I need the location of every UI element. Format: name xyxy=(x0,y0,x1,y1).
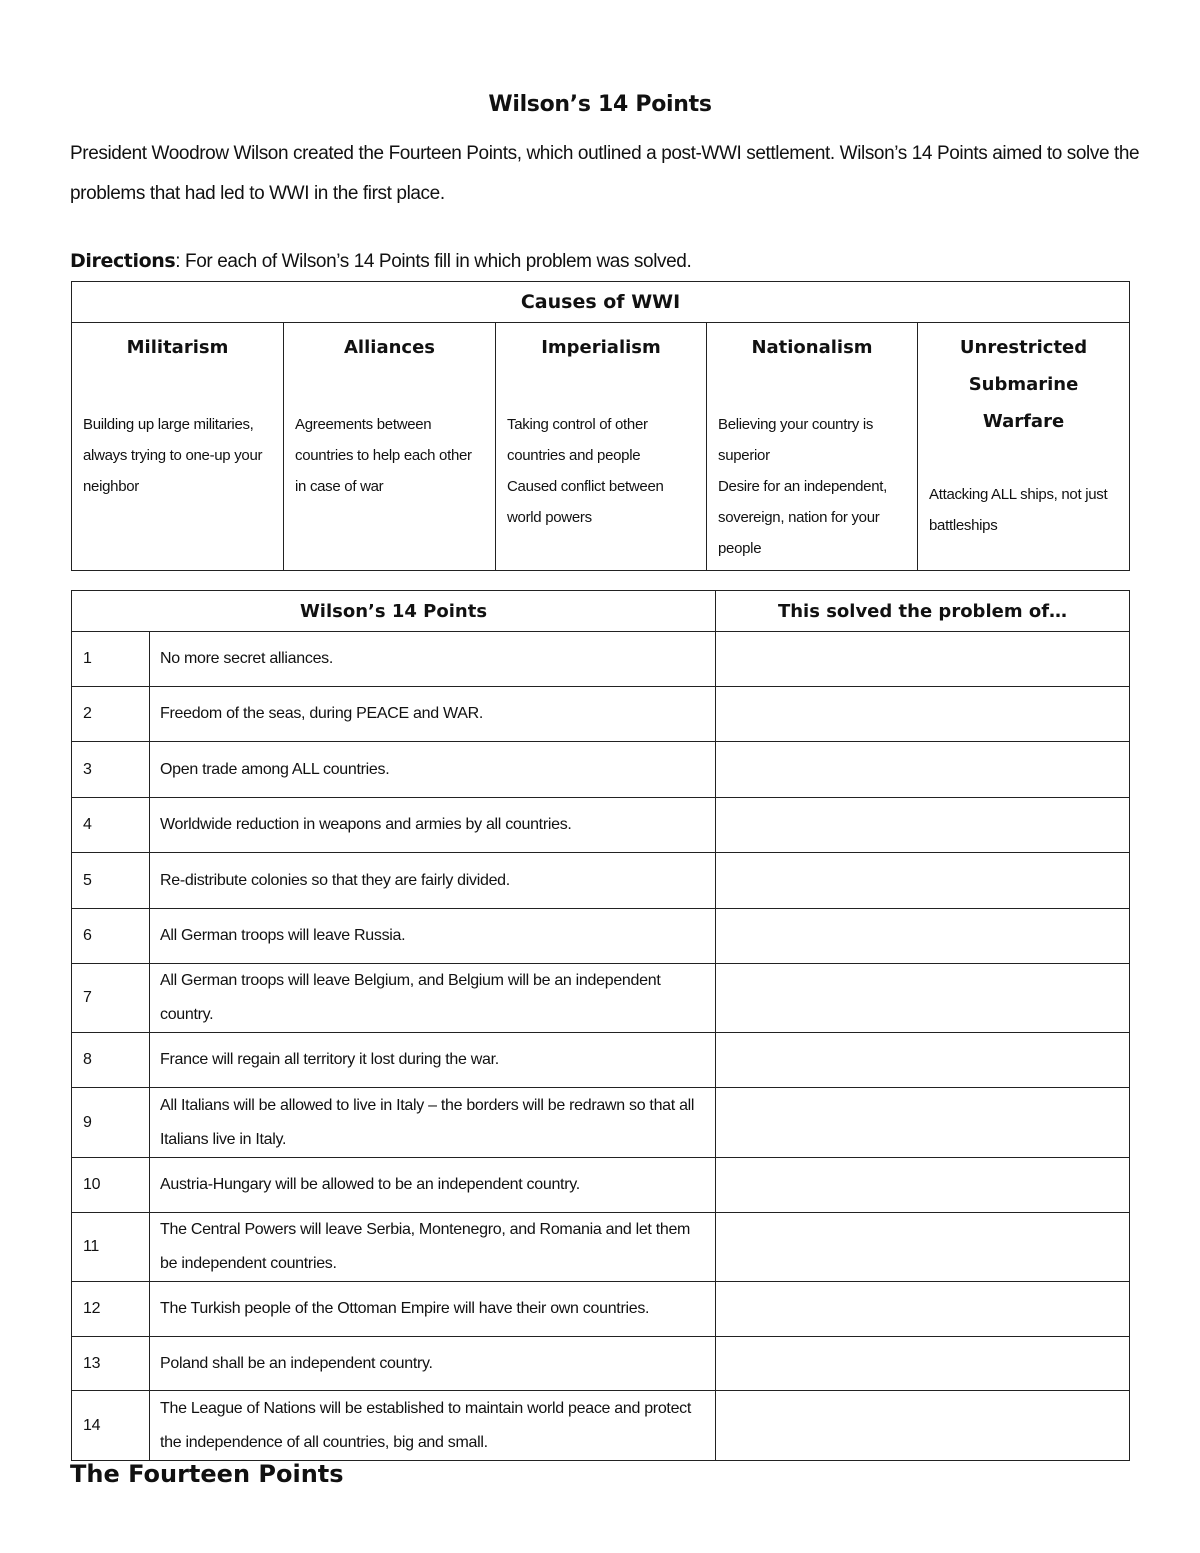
table-row xyxy=(72,632,1130,687)
point-number: 7 xyxy=(72,964,150,1033)
answer-cell[interactable] xyxy=(716,687,1130,742)
cause-imperialism xyxy=(496,323,707,571)
directions xyxy=(70,244,1140,279)
point-text: Open trade among ALL countries. xyxy=(150,742,716,798)
point-text: The Turkish people of the Ottoman Empire will have their own countries. xyxy=(150,1282,716,1337)
page-title: Wilson’s 14 Points xyxy=(488,92,712,117)
point-number: 9 xyxy=(72,1088,150,1158)
cause-heading: Alliances xyxy=(344,337,435,358)
answer-cell[interactable] xyxy=(716,798,1130,853)
directions-label: Directions xyxy=(70,250,176,272)
answer-cell[interactable] xyxy=(716,1282,1130,1337)
footer-heading: The Fourteen Points xyxy=(70,1460,344,1488)
point-number: 3 xyxy=(72,742,150,798)
table-row xyxy=(72,964,1130,1033)
answer-cell[interactable] xyxy=(716,742,1130,798)
cause-heading: Unrestricted Submarine Warfare xyxy=(959,337,1088,432)
point-number: 1 xyxy=(72,632,150,687)
causes-caption: Causes of WWI xyxy=(72,282,1130,323)
point-text: Worldwide reduction in weapons and armies by all countries. xyxy=(150,798,716,853)
point-text: Poland shall be an independent country. xyxy=(150,1337,716,1391)
table-row xyxy=(72,1391,1130,1461)
cause-heading: Nationalism xyxy=(751,337,873,358)
answer-cell[interactable] xyxy=(716,1088,1130,1158)
cause-militarism xyxy=(72,323,284,571)
table-row xyxy=(72,1337,1130,1391)
cause-description: Agreements between countries to help each other in case of war xyxy=(295,416,472,495)
answer-cell[interactable] xyxy=(716,964,1130,1033)
point-text: Re-distribute colonies so that they are fairly divided. xyxy=(150,853,716,909)
point-number: 13 xyxy=(72,1337,150,1391)
point-text: Freedom of the seas, during PEACE and WAR. xyxy=(150,687,716,742)
point-number: 14 xyxy=(72,1391,150,1461)
point-number: 10 xyxy=(72,1158,150,1213)
table-row xyxy=(72,853,1130,909)
point-number: 2 xyxy=(72,687,150,742)
point-text: The Central Powers will leave Serbia, Montenegro, and Romania and let them be independent countries. xyxy=(150,1213,716,1282)
point-text: All Italians will be allowed to live in Italy – the borders will be redrawn so that all Italians live in Italy. xyxy=(150,1088,716,1158)
cause-description: Taking control of other countries and people Caused conflict between world powers xyxy=(507,416,664,526)
answer-cell[interactable] xyxy=(716,1337,1130,1391)
point-text: All German troops will leave Russia. xyxy=(150,909,716,964)
cause-description: Building up large militaries, always trying to one-up your neighbor xyxy=(83,416,263,495)
answer-cell[interactable] xyxy=(716,1158,1130,1213)
table-row xyxy=(72,1033,1130,1088)
point-text: All German troops will leave Belgium, and Belgium will be an independent country. xyxy=(150,964,716,1033)
intro-paragraph: President Woodrow Wilson created the Fourteen Points, which outlined a post-WWI settlement. Wilson’s 14 Points aimed to solve the problems that had led to WWI in the first place. xyxy=(70,143,1140,204)
answer-cell[interactable] xyxy=(716,1391,1130,1461)
cause-heading: Militarism xyxy=(126,337,229,358)
table-row xyxy=(72,1088,1130,1158)
header-problem: This solved the problem of… xyxy=(716,591,1130,632)
table-row xyxy=(72,687,1130,742)
point-number: 6 xyxy=(72,909,150,964)
point-text: France will regain all territory it lost during the war. xyxy=(150,1033,716,1088)
causes-table xyxy=(71,281,1130,571)
cause-description: Believing your country is superior Desire for an independent, sovereign, nation for your people xyxy=(718,416,887,557)
point-number: 12 xyxy=(72,1282,150,1337)
cause-description: Attacking ALL ships, not just battleships xyxy=(929,486,1108,534)
point-text: No more secret alliances. xyxy=(150,632,716,687)
point-number: 5 xyxy=(72,853,150,909)
table-row xyxy=(72,742,1130,798)
cause-unrestricted-submarine-warfare xyxy=(918,323,1130,571)
answer-cell[interactable] xyxy=(716,632,1130,687)
answer-cell[interactable] xyxy=(716,1213,1130,1282)
answer-cell[interactable] xyxy=(716,853,1130,909)
table-row xyxy=(72,1158,1130,1213)
point-number: 4 xyxy=(72,798,150,853)
table-row xyxy=(72,1213,1130,1282)
table-row xyxy=(72,1282,1130,1337)
cause-alliances xyxy=(284,323,496,571)
point-number: 11 xyxy=(72,1213,150,1282)
point-text: Austria-Hungary will be allowed to be an independent country. xyxy=(150,1158,716,1213)
table-row xyxy=(72,798,1130,853)
cause-heading: Imperialism xyxy=(541,337,661,358)
header-points: Wilson’s 14 Points xyxy=(72,591,716,632)
point-number: 8 xyxy=(72,1033,150,1088)
directions-text: : For each of Wilson’s 14 Points fill in which problem was solved. xyxy=(175,251,692,272)
answer-cell[interactable] xyxy=(716,1033,1130,1088)
table-row xyxy=(72,909,1130,964)
points-table xyxy=(71,590,1130,1461)
answer-cell[interactable] xyxy=(716,909,1130,964)
cause-nationalism xyxy=(707,323,918,571)
point-text: The League of Nations will be established to maintain world peace and protect the independence of all countries, big and small. xyxy=(150,1391,716,1461)
